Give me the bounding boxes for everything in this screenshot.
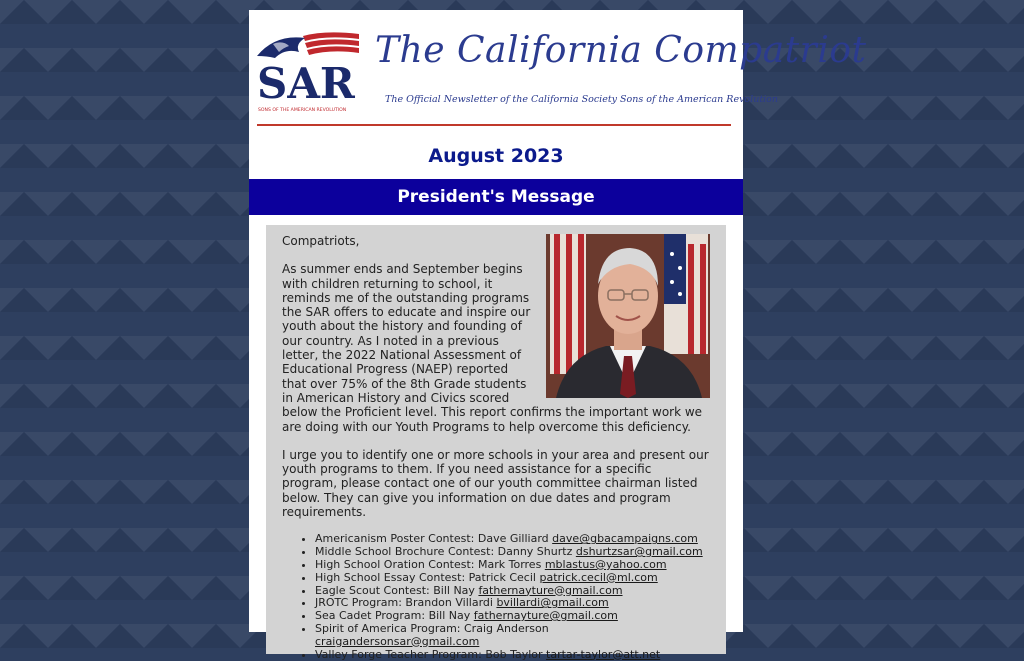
list-item [315, 623, 710, 649]
program-label: High School Oration Contest: Mark Torres [315, 557, 542, 571]
message-body [266, 225, 726, 661]
newsletter-page [249, 10, 867, 661]
youth-program-list [282, 533, 710, 661]
email-link[interactable]: dshurtzsar@gmail.com [575, 545, 703, 559]
section-header: President's Message [249, 179, 743, 215]
issue-date: August 2023 [428, 145, 564, 167]
email-link[interactable]: craigandersonsar@gmail.com [315, 634, 480, 648]
program-label: Eagle Scout Contest: Bill Nay [315, 583, 475, 597]
logo-wordmark: SAR [257, 59, 355, 108]
message-paragraph-1: As summer ends and September begins with children returning to school, it reminds me of the outstanding programs the SAR offers to educate and inspire our youth about the history and founding of our country. As I noted in a previous letter, the 2022 National Assessment of Educational Progress (NAEP) reported that over 75% of the 8th Grade students in American History and Civics scored below the Proficient level. This report confirms the important work we are doing with our Youth Programs to help overcome this deficiency. [282, 262, 703, 434]
masthead-divider [257, 124, 731, 126]
newsletter-title: The California Compatriot [375, 30, 867, 71]
email-link[interactable]: tartar-taylor@att.net [546, 647, 661, 661]
email-link[interactable]: fathernayture@gmail.com [478, 583, 623, 597]
president-photo [546, 234, 710, 398]
greeting-text: Compatriots, [282, 234, 360, 248]
program-label: Sea Cadet Program: Bill Nay [315, 609, 471, 623]
email-link[interactable]: dave@gbacampaigns.com [552, 532, 698, 546]
list-item [315, 649, 710, 661]
program-label: Americanism Poster Contest: Dave Gilliard [315, 532, 549, 546]
program-label: Valley Forge Teacher Program: Bob Taylor [315, 647, 543, 661]
masthead [249, 10, 867, 128]
email-link[interactable]: patrick.cecil@ml.com [539, 570, 658, 584]
program-label: JROTC Program: Brandon Villardi [315, 596, 493, 610]
sar-logo [255, 30, 361, 116]
program-label: Middle School Brochure Contest: Danny Shurtz [315, 545, 573, 559]
email-link[interactable]: mblastus@yahoo.com [544, 557, 667, 571]
program-label: Spirit of America Program: Craig Anderson [315, 621, 549, 635]
message-paragraph-2: I urge you to identify one or more schools in your area and present our youth programs to them. If you need assistance for a specific program, please contact one of our youth committee chairman listed below. They can give you information on due dates and program requirements. [282, 447, 709, 520]
newsletter-subtitle: The Official Newsletter of the California Society Sons of the American Revolution [385, 94, 779, 105]
email-link[interactable]: fathernayture@gmail.com [473, 609, 618, 623]
logo-subtext: SONS OF THE AMERICAN REVOLUTION [258, 108, 347, 113]
program-label: High School Essay Contest: Patrick Cecil [315, 570, 536, 584]
email-link[interactable]: bvillardi@gmail.com [496, 596, 609, 610]
